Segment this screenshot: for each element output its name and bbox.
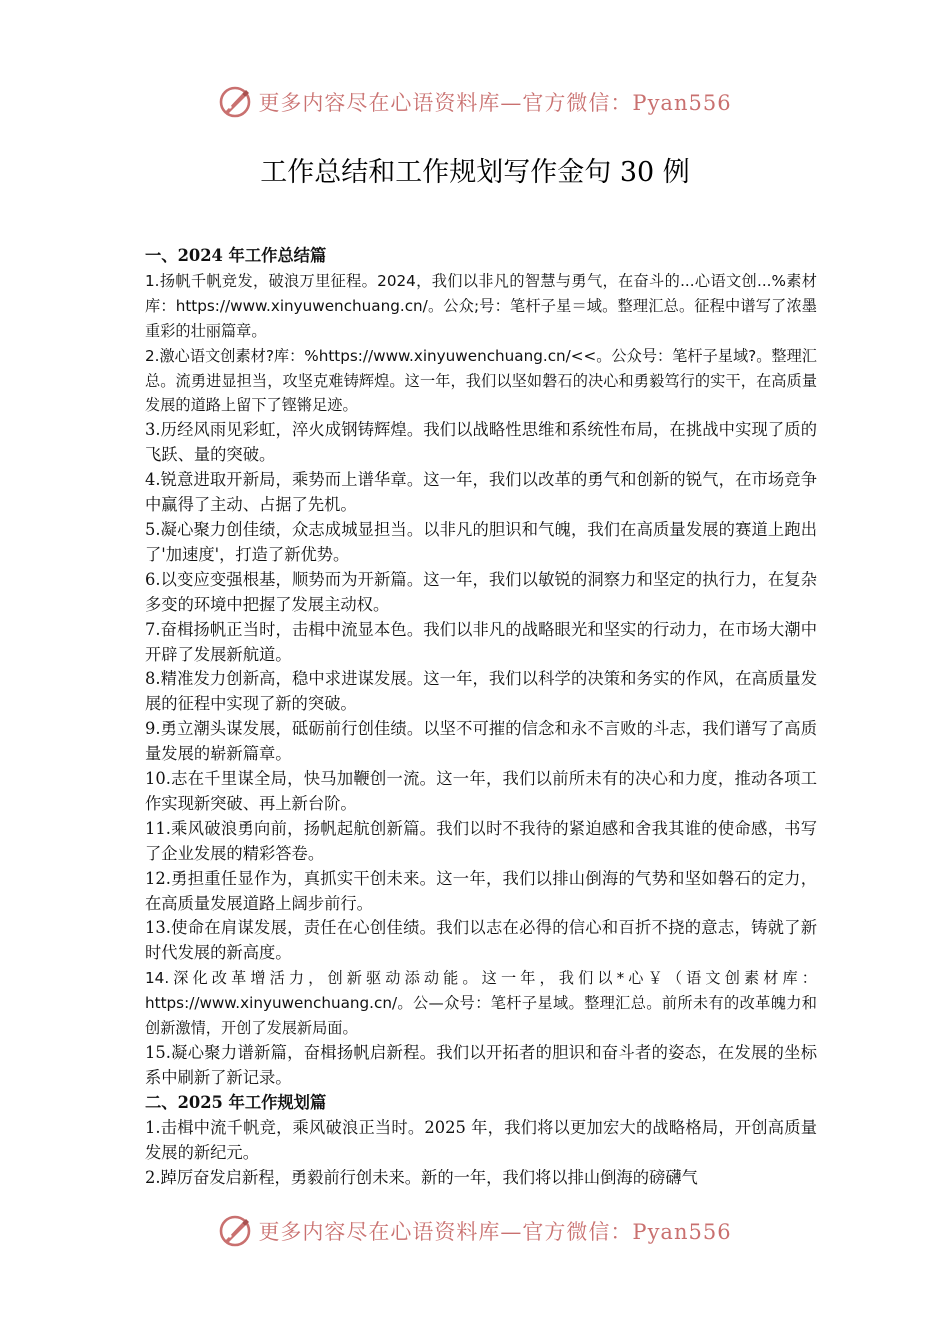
- list-item: 2.激心语文创素材?库：%https://www.xinyuwenchuang.cn/<<。公众号：笔杆子星域?。整理汇总。流勇进显担当，攻坚克难铸辉煌。这一年，我们以坚如磐石的决心和勇毅笃行的实干，在高质量发展的道路上留下了铿锵足迹。: [145, 346, 817, 415]
- fountain-pen-logo-icon: [218, 1214, 252, 1248]
- fountain-pen-logo-icon: [218, 85, 252, 119]
- section-heading: 一、2024 年工作总结篇: [145, 246, 327, 265]
- list-item: 1.击楫中流千帆竞，乘风破浪正当时。2025 年，我们将以更加宏大的战略格局，开创高质量发展的新纪元。: [145, 1117, 817, 1162]
- list-item: 11.乘风破浪勇向前，扬帆起航创新篇。我们以时不我待的紧迫感和舍我其谁的使命感，书写了企业发展的精彩答卷。: [145, 818, 817, 863]
- list-item: 1.扬帆千帆竞发，破浪万里征程。2024，我们以非凡的智慧与勇气，在奋斗的...心语文创...%素材库：https://www.xinyuwenchuang.cn/。公众;号：笔杆子星＝域。整理汇总。征程中谱写了浓墨重彩的壮丽篇章。: [145, 271, 817, 340]
- header-banner-text: 更多内容尽在心语资料库—官方微信：Pyan556: [258, 91, 732, 115]
- list-item: 7.奋楫扬帆正当时，击楫中流显本色。我们以非凡的战略眼光和坚实的行动力，在市场大潮中开辟了发展新航道。: [145, 619, 817, 664]
- list-item: 2.踔厉奋发启新程，勇毅前行创未来。新的一年，我们将以排山倒海的磅礴气: [145, 1167, 698, 1187]
- list-item: 10.志在千里谋全局，快马加鞭创一流。这一年，我们以前所未有的决心和力度，推动各项工作实现新突破、再上新台阶。: [145, 769, 817, 813]
- list-item: 8.精准发力创新高，稳中求进谋发展。这一年，我们以科学的决策和务实的作风，在高质量发展的征程中实现了新的突破。: [145, 669, 817, 714]
- document-title: 工作总结和工作规划写作金句 30 例: [260, 157, 690, 188]
- footer-banner: [0, 1211, 950, 1251]
- list-item: 14.深化改革增活力，创新驱动添动能。这一年，我们以*心￥（语文创素材库：https://www.xinyuwenchuang.cn/。公—众号：笔杆子星域。整理汇总。前所未有的改革魄力和创新激情，开创了发展新局面。: [145, 969, 817, 1038]
- list-item: 15.凝心聚力谱新篇，奋楫扬帆启新程。我们以开拓者的胆识和奋斗者的姿态，在发展的坐标系中刷新了新记录。: [145, 1043, 817, 1087]
- document-body: [145, 244, 817, 1190]
- list-item: 6.以变应变强根基，顺势而为开新篇。这一年，我们以敏锐的洞察力和坚定的执行力，在复杂多变的环境中把握了发展主动权。: [145, 569, 817, 614]
- list-item: 3.历经风雨见彩虹，淬火成钢铸辉煌。我们以战略性思维和系统性布局，在挑战中实现了质的飞跃、量的突破。: [145, 420, 817, 465]
- footer-banner-text: 更多内容尽在心语资料库—官方微信：Pyan556: [258, 1220, 732, 1244]
- section-heading: 二、2025 年工作规划篇: [145, 1092, 327, 1112]
- list-item: 12.勇担重任显作为，真抓实干创未来。这一年，我们以排山倒海的气势和坚如磐石的定力，在高质量发展道路上阔步前行。: [145, 868, 817, 913]
- list-item: 13.使命在肩谋发展，责任在心创佳绩。我们以志在必得的信心和百折不挠的意志，铸就了新时代发展的新高度。: [145, 918, 817, 963]
- list-item: 9.勇立潮头谋发展，砥砺前行创佳绩。以坚不可摧的信念和永不言败的斗志，我们谱写了高质量发展的崭新篇章。: [145, 719, 817, 764]
- list-item: 4.锐意进取开新局，乘势而上谱华章。这一年，我们以改革的勇气和创新的锐气，在市场竞争中赢得了主动、占据了先机。: [145, 470, 817, 515]
- list-item: 5.凝心聚力创佳绩，众志成城显担当。以非凡的胆识和气魄，我们在高质量发展的赛道上跑出了'加速度'，打造了新优势。: [145, 519, 817, 564]
- header-banner: [0, 82, 950, 122]
